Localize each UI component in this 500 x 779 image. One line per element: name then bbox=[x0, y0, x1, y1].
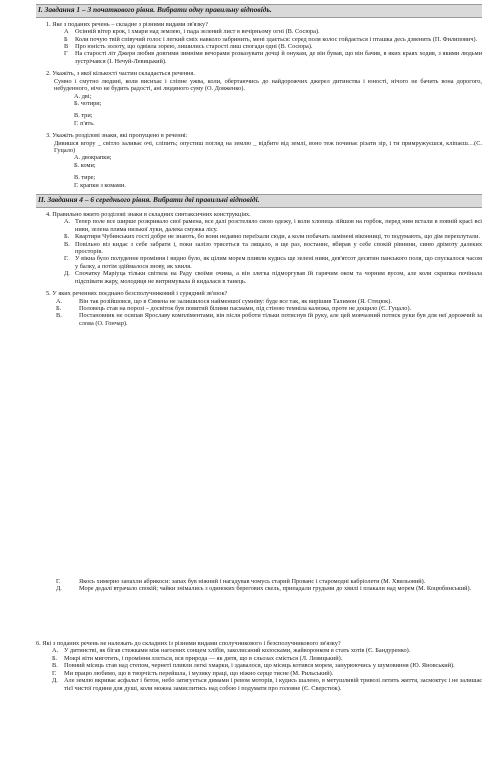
option-text: Якось химерно запахли абрикоси: запах був ніжний і нагадував чомусь старий Прованс і старомодні кабріолети (М. Хвильовий). bbox=[79, 578, 426, 585]
q3-option-a[interactable]: А. двокрапки; bbox=[74, 154, 112, 162]
question-5 bbox=[46, 290, 482, 327]
option-text: Ми працю любимо, що в творчість перейшла, і музику праці, що ніжно серце тисне (М. Рильський). bbox=[64, 669, 334, 677]
option-letter: Б bbox=[64, 35, 68, 43]
q4-option-e[interactable] bbox=[64, 270, 482, 285]
worksheet-part-2 bbox=[36, 578, 482, 630]
option-letter: Г. bbox=[56, 578, 61, 585]
option-letter: А. bbox=[64, 218, 71, 226]
option-text: У вікна було полуденне проміння і видно було, як цілим морем пливли кудись ще зелені ниви, дев'ятсот десятин панського поля, що спускалося часом у балку, а потім здіймалося знову, як хвиля. bbox=[75, 255, 482, 270]
q2-option-c[interactable]: В. три; bbox=[74, 112, 93, 120]
option-letter: В. bbox=[56, 312, 62, 320]
q4-option-c[interactable] bbox=[64, 241, 482, 256]
q6-option-e[interactable] bbox=[52, 677, 482, 692]
q5-option-b[interactable] bbox=[56, 305, 482, 312]
option-text: Мокрі віти миготять, і проміння ллється, вся природа — як дитя, що в сльозах сміється (Л. Левицький). bbox=[64, 654, 343, 662]
q1-option-b[interactable] bbox=[64, 36, 482, 43]
option-text: У дитинстві, як бігав стежками між нагоєних сонцем хлібів, заколисаний колосками, жайворонком в стать хотів (Є. Бандуренко). bbox=[64, 647, 411, 655]
option-text: Але землю вкриває асфальт і бетон, небо затягується димами і ревом моторів, і кудись шалено, в метушливій тривозі летить життя, засмоктує і не залишає тієї чистої години для душі, коли можна замислитись над собою і подумати про головне (Є. Сверстюк). bbox=[64, 677, 482, 692]
q5-option-c[interactable] bbox=[56, 312, 482, 327]
option-letter: А. bbox=[56, 297, 63, 305]
section-1-banner: І. Завдання 1 – 3 початкового рівня. Вибрати одну правильну відповідь. bbox=[36, 4, 482, 18]
option-text: Море дедалі втрачало спокій; чайки знімались з одиноких берегових скель, припадали грудьми до хвилі і плакали над морем (М. Коцюбинський). bbox=[79, 585, 472, 593]
option-text: Тепер поле все ширше розкривало свої рамена, все далі розстеляло свою одежу, і коли хлопець зійшов на горбок, перед ним встали в повній красі всі ниви, зелена пляма низької луки, далека смужка лісу. bbox=[75, 218, 482, 233]
option-text: Спочатку Маріуца тільки світила на Раду своїми очима, а він злегка підморгував їй гарячим оком та чорним вусом, але коли скрипка почінала підспівати жару, молодиця не витримувала й кидалася в танець. bbox=[75, 270, 482, 285]
question-5-text: 5. У яких реченнях поєднано безсполучниковий і сурядний зв'язок? bbox=[46, 290, 228, 298]
question-6-text: 6. Які з поданих речень не належать до складних із різними видами сполучникового і безсполучникового зв'язку? bbox=[36, 640, 341, 647]
option-letter: Д. bbox=[56, 585, 62, 593]
worksheet-part-3 bbox=[36, 640, 482, 779]
q2-option-a[interactable]: А. дві; bbox=[74, 92, 92, 100]
question-2-sentence: Сумно і смутно людині, коли висихає і сліпне ужва, коли, обертаючись до найдорожчих джерел дитинства і юності, нічого не бачить вона дорогого, небуденного, нічо не будить радості, ані людяного суму (О. Довженко). bbox=[54, 77, 482, 93]
q3-option-c[interactable]: В. тире; bbox=[74, 174, 96, 182]
q6-option-a[interactable] bbox=[52, 647, 482, 654]
option-letter: Д. bbox=[52, 677, 58, 685]
q2-option-d[interactable]: Г. п'ять. bbox=[74, 119, 95, 127]
question-2 bbox=[46, 70, 482, 127]
question-6 bbox=[36, 640, 482, 692]
section-2-banner: ІІ. Завдання 4 – 6 середнього рівня. Вибрати дві правильні відповіді. bbox=[36, 194, 482, 208]
q3-option-b[interactable]: Б. коми; bbox=[74, 161, 96, 169]
option-letter: Б. bbox=[52, 654, 58, 662]
q6-option-b[interactable] bbox=[52, 655, 482, 662]
q4-option-d[interactable] bbox=[64, 255, 482, 270]
option-letter: В. bbox=[52, 662, 58, 670]
option-text: Він так розійшовся, що в Євмена не залишилося найменшої сумніву: буде все так, як вирішив Талимон (Я. Стецюк). bbox=[79, 297, 392, 305]
worksheet-part-1 bbox=[36, 4, 482, 570]
option-text: Коли почую твій співучий голос і легкий сміх навколо забринить, мені здається: серед поля колос гойдається і пташка десь дзвенить (П. Филипович). bbox=[75, 35, 478, 43]
q6-option-d[interactable] bbox=[52, 670, 482, 677]
question-4 bbox=[46, 211, 482, 285]
option-letter: Б. bbox=[56, 304, 62, 312]
option-letter: А. bbox=[52, 647, 59, 655]
q1-option-a[interactable] bbox=[64, 28, 482, 35]
option-text: Повний місяць став над степом, чернеті пливли легкі хмарки, і здавалося, що місяць котився морем, занурюючись у шумовиння (Ю. Яновський). bbox=[64, 662, 455, 670]
q5-option-a[interactable] bbox=[56, 298, 482, 305]
option-text: Половець став на порозі – досвіток був повитий білими пасмами, під стіною темніла калюжа, проте не дощило (Є. Гуцало). bbox=[79, 304, 412, 312]
q1-option-d[interactable] bbox=[64, 50, 482, 65]
q4-option-b[interactable] bbox=[64, 233, 482, 240]
option-text: Осінній вітер крок, і хмари над землею, і пада зелений лист в вечірньому огні (В. Сосюра). bbox=[75, 28, 320, 36]
option-letter: Г bbox=[64, 50, 68, 58]
option-letter: Г. bbox=[64, 255, 69, 263]
option-text: Постановник не осипав Ярославу компліментами, він після роботи тільки потиснув їй руку, але цей мовчазний потиск руки був для неї дорожчий за слова (О. Гончар). bbox=[79, 312, 482, 327]
question-3-text: 3. Укажіть розділові знаки, які пропущено в реченні: bbox=[46, 132, 188, 140]
q2-option-b[interactable]: Б. чотири; bbox=[74, 99, 102, 107]
option-text: На старості літ Джеря любив довгими зимніми вечорами розказувати дочці й онукам, де він бував, що він бачив, в яких краях ходив, з якими людьми зустрічався (І. Нечуй-Левицький). bbox=[75, 50, 482, 65]
q5-option-d[interactable] bbox=[56, 578, 482, 585]
option-text: Про юність золоту, що одвіяла зорею, лишились старості лиш спогади одні (В. Сосюра). bbox=[75, 43, 313, 50]
option-letter: А bbox=[64, 28, 69, 36]
option-letter: В. bbox=[64, 240, 70, 248]
q5-option-e[interactable] bbox=[56, 585, 482, 592]
question-1-text: 1. Яке з поданих речень – складне з різними видами зв'язку? bbox=[46, 20, 208, 28]
question-4-text: 4. Правильно вжито розділові знаки в складних синтаксичних конструкціях. bbox=[46, 210, 251, 218]
option-text: Повільно віз кидає з себе забрати і, поки залізо трясеться та лящало, я ще раз, востаннє, вбирав у себе спокій рівнини, синю дрімоту далеких просторів. bbox=[75, 240, 482, 256]
option-letter: Б. bbox=[64, 233, 70, 241]
q4-option-a[interactable] bbox=[64, 218, 482, 233]
q6-option-c[interactable] bbox=[52, 662, 482, 669]
option-letter: Г. bbox=[52, 669, 57, 677]
option-text: Квартири Чубинських гості добре не знають, бо вони недавно переїхали сюди, а коли побачать замінені віконниці, то подумають, що дім переплутали. bbox=[75, 233, 480, 241]
option-letter: Д. bbox=[64, 270, 70, 278]
q1-option-c[interactable] bbox=[64, 43, 482, 50]
question-2-text: 2. Укажіть, з якої кількості частин складається речення. bbox=[46, 70, 195, 78]
q3-option-d[interactable]: Г. крапки з комами. bbox=[74, 181, 126, 189]
question-1 bbox=[46, 21, 482, 66]
question-3-sentence: Дивишся вгору _ світло заливає очі, сліпить; опустиш погляд на землю _ відбите від землі, воно теж починає різати зір, і ти примружуєшся, кліпаєш…(С. Гуцало) bbox=[54, 139, 482, 155]
question-3 bbox=[46, 132, 482, 189]
option-letter: В bbox=[64, 43, 69, 50]
